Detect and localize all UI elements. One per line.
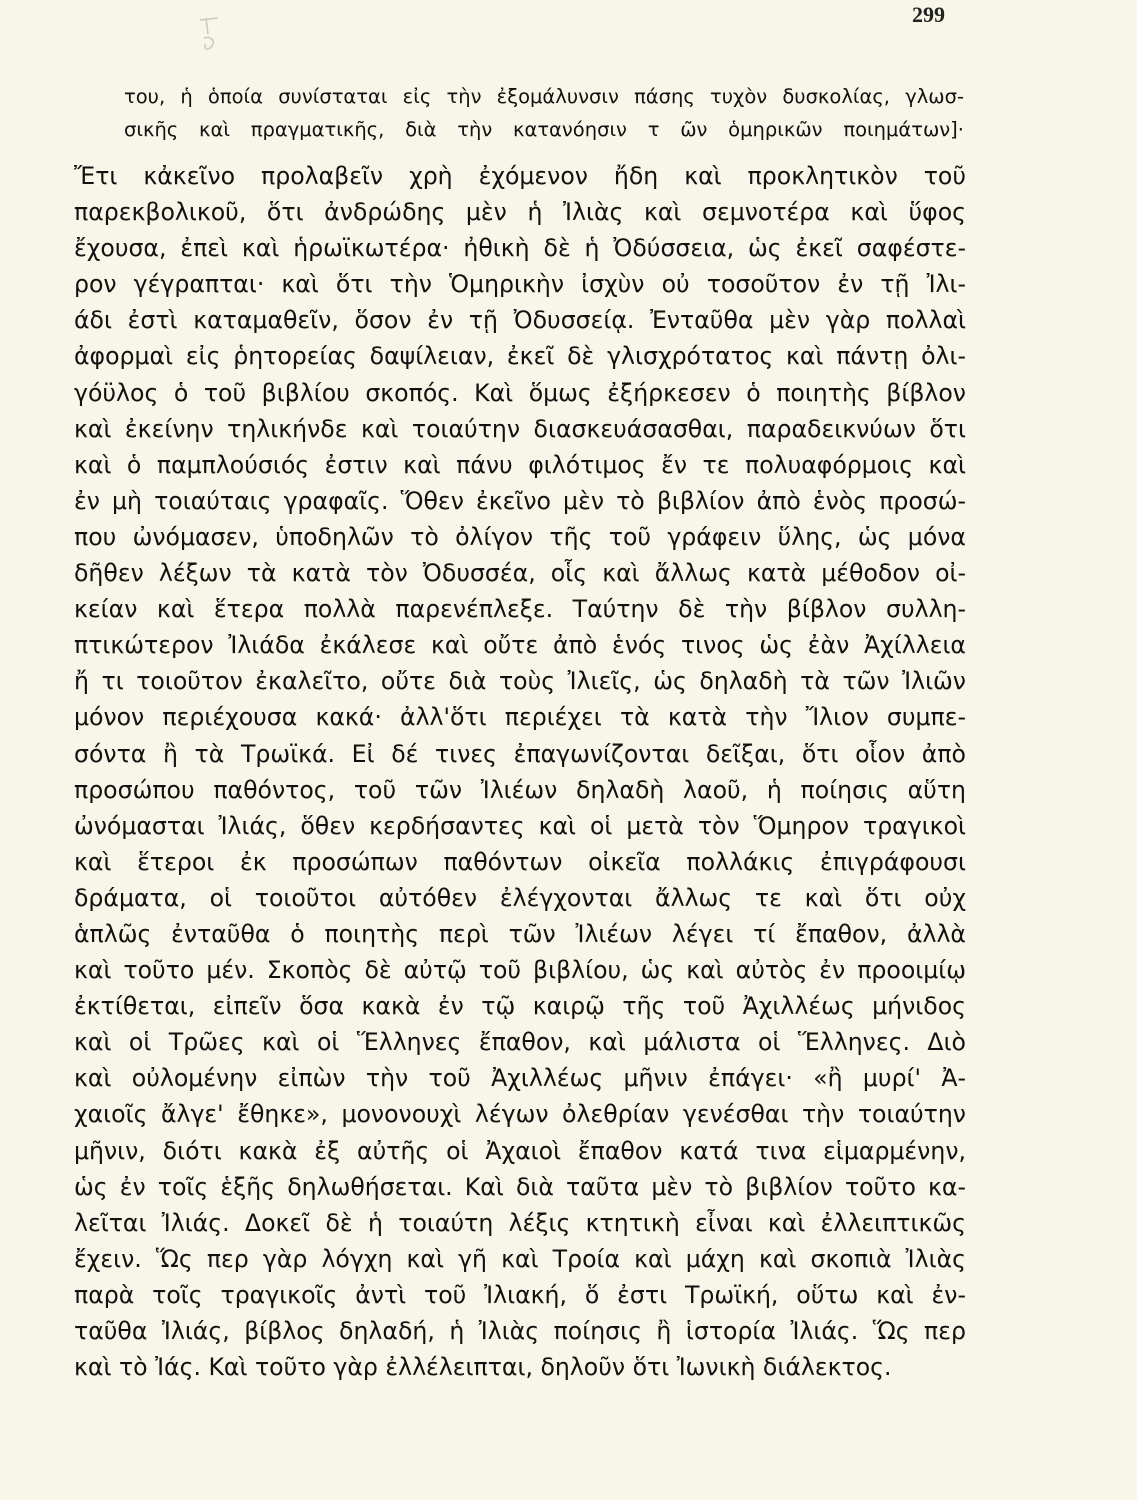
- text-line: που ὠνόμασεν, ὑποδηλῶν τὸ ὀλίγον τῆς τοῦ γράφειν ὕλης, ὡς μόνα: [74, 522, 966, 551]
- text-line: καὶ οἱ Τρῶες καὶ οἱ Ἕλληνες ἔπαθον, καὶ μάλιστα οἱ Ἕλληνες. Διὸ: [74, 1028, 966, 1057]
- text-line: ἐν μὴ τοιαύταις γραφαῖς. Ὅθεν ἐκεῖνο μὲν τὸ βιβλίον ἀπὸ ἑνὸς προσώ-: [74, 486, 966, 515]
- text-line: ἔχειν. Ὥς περ γὰρ λόγχη καὶ γῆ καὶ Τροία καὶ μάχη καὶ σκοπιὰ Ἰλιὰς: [74, 1244, 966, 1273]
- text-line: ἀφορμαὶ εἰς ῥητορείας δαψίλειαν, ἐκεῖ δὲ γλισχρότατος καὶ πάντῃ ὀλι-: [74, 342, 966, 371]
- text-line: δῆθεν λέξων τὰ κατὰ τὸν Ὀδυσσέα, οἷς καὶ ἄλλως κατὰ μέθοδον οἰ-: [74, 559, 966, 588]
- text-line: καὶ ἕτεροι ἐκ προσώπων παθόντων οἰκεῖα πολλάκις ἐπιγράφουσι: [74, 847, 966, 876]
- page-number: 299: [912, 2, 945, 27]
- text-line: καὶ οὐλομένην εἰπὼν τὴν τοῦ Ἀχιλλέως μῆνιν ἐπάγει· «ἢ μυρί' Ἀ-: [74, 1064, 966, 1093]
- text-line: προσώπου παθόντος, τοῦ τῶν Ἰλιέων δηλαδὴ λαοῦ, ἡ ποίησις αὕτη: [74, 775, 966, 804]
- text-line: μόνον περιέχουσα κακά· ἀλλ'ὅτι περιέχει τὰ κατὰ τὴν Ἴλιον συμπε-: [74, 703, 966, 732]
- text-line: χαιοῖς ἄλγε' ἔθηκε», μονονουχὶ λέγων ὀλεθρίαν γενέσθαι τὴν τοιαύτην: [74, 1100, 966, 1129]
- text-line: καὶ ὁ παμπλούσιός ἐστιν καὶ πάνυ φιλότιμος ἔν τε πολυαφόρμοις καὶ: [74, 450, 966, 479]
- text-line: γόϋλος ὁ τοῦ βιβλίου σκοπός. Καὶ ὅμως ἐξήρκεσεν ὁ ποιητὴς βίβλον: [74, 378, 966, 407]
- text-line: ὠνόμασται Ἰλιάς, ὅθεν κερδήσαντες καὶ οἱ μετὰ τὸν Ὅμηρον τραγικοὶ: [74, 811, 966, 840]
- text-line: παρὰ τοῖς τραγικοῖς ἀντὶ τοῦ Ἰλιακή, ὅ ἐστι Τρωϊκή, οὕτω καὶ ἐν-: [74, 1280, 966, 1309]
- text-line: ὡς ἐν τοῖς ἑξῆς δηλωθήσεται. Καὶ διὰ ταῦτα μὲν τὸ βιβλίον τοῦτο κα-: [74, 1172, 966, 1201]
- text-line: ἤ τι τοιοῦτον ἐκαλεῖτο, οὔτε διὰ τοὺς Ἰλιεῖς, ὡς δηλαδὴ τὰ τῶν Ἰλιῶν: [74, 667, 966, 696]
- text-line: καὶ τὸ Ἰάς. Καὶ τοῦτο γὰρ ἐλλέλειπται, δηλοῦν ὅτι Ἰωνικὴ διάλεκτος.: [74, 1353, 892, 1382]
- footnote: [124, 80, 964, 146]
- text-line: παρεκβολικοῦ, ὅτι ἀνδρώδης μὲν ἡ Ἰλιὰς καὶ σεμνοτέρα καὶ ὕφος: [74, 198, 966, 227]
- text-line: λεῖται Ἰλιάς. Δοκεῖ δὲ ἡ τοιαύτη λέξις κτητικὴ εἶναι καὶ ἐλλειπτικῶς: [74, 1208, 966, 1237]
- text-line: ἁπλῶς ἐνταῦθα ὁ ποιητὴς περὶ τῶν Ἰλιέων λέγει τί ἔπαθον, ἀλλὰ: [74, 919, 966, 948]
- footnote-line: του, ἡ ὁποία συνίσταται εἰς τὴν ἐξομάλυνσιν πάσης τυχὸν δυσκολίας, γλωσ-: [124, 85, 964, 108]
- text-line: Ἔτι κἀκεῖνο προλαβεῖν χρὴ ἐχόμενον ἤδη καὶ προκλητικὸν τοῦ: [74, 162, 966, 190]
- main-text: [74, 158, 966, 1385]
- text-line: καὶ ἐκείνην τηλικήνδε καὶ τοιαύτην διασκευάσασθαι, παραδεικνύων ὅτι: [74, 414, 966, 443]
- text-line: σόντα ἢ τὰ Τρωϊκά. Εἰ δέ τινες ἐπαγωνίζονται δεῖξαι, ὅτι οἷον ἀπὸ: [74, 739, 966, 768]
- text-line: κείαν καὶ ἕτερα πολλὰ παρενέπλεξε. Ταύτην δὲ τὴν βίβλον συλλη-: [74, 595, 966, 624]
- text-line: δράματα, οἱ τοιοῦτοι αὐτόθεν ἐλέγχονται ἄλλως τε καὶ ὅτι οὐχ: [74, 883, 966, 912]
- text-line: πτικώτερον Ἰλιάδα ἐκάλεσε καὶ οὔτε ἀπὸ ἑνός τινος ὡς ἐὰν Ἀχίλλεια: [74, 631, 966, 660]
- text-line: ρον γέγραπται· καὶ ὅτι τὴν Ὁμηρικὴν ἰσχὺν οὐ τοσοῦτον ἐν τῇ Ἰλι-: [74, 270, 966, 299]
- pencil-mark-icon: [196, 14, 226, 60]
- text-line: καὶ τοῦτο μέν. Σκοπὸς δὲ αὐτῷ τοῦ βιβλίου, ὡς καὶ αὐτὸς ἐν προοιμίῳ: [74, 956, 966, 985]
- footnote-line: σικῆς καὶ πραγματικῆς, διὰ τὴν κατανόησιν τ ῶν ὁμηρικῶν ποιημάτων]·: [124, 118, 964, 141]
- text-line: μῆνιν, διότι κακὰ ἐξ αὐτῆς οἱ Ἀχαιοὶ ἔπαθον κατά τινα εἱμαρμένην,: [74, 1136, 966, 1165]
- text-line: άδι ἐστὶ καταμαθεῖν, ὅσον ἐν τῇ Ὀδυσσείᾳ. Ἐνταῦθα μὲν γὰρ πολλαὶ: [74, 306, 966, 335]
- text-line: ταῦθα Ἰλιάς, βίβλος δηλαδή, ἡ Ἰλιὰς ποίησις ἢ ἱστορία Ἰλιάς. Ὥς περ: [74, 1317, 966, 1345]
- text-line: ἐκτίθεται, εἰπεῖν ὅσα κακὰ ἐν τῷ καιρῷ τῆς τοῦ Ἀχιλλέως μήνιδος: [74, 992, 966, 1021]
- text-line: ἔχουσα, ἐπεὶ καὶ ἡρωϊκωτέρα· ἠθικὴ δὲ ἡ Ὀδύσσεια, ὡς ἐκεῖ σαφέστε-: [74, 234, 966, 263]
